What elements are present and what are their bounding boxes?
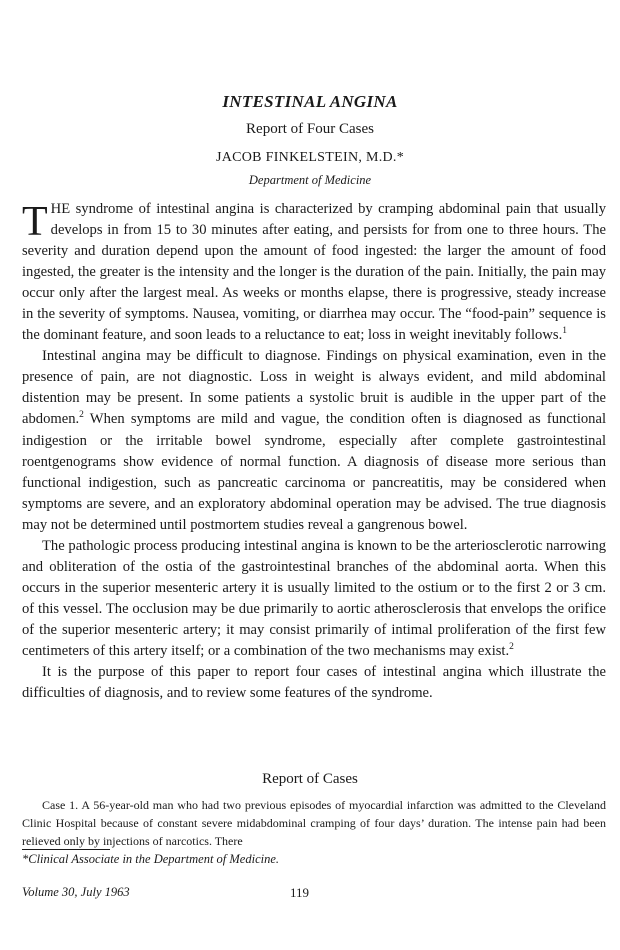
paragraph-text: Intestinal angina may be difficult to diagnose. Findings on physical examination, even in the presence of pain, are not diagnostic. Loss in weight is always evident, and mild abdominal distention may be present. In some patients a systolic bruit is audible in the upper part of the abdomen. xyxy=(22,348,606,428)
author-name: JACOB FINKELSTEIN, M.D.* xyxy=(215,150,405,165)
author-department: Department of Medicine xyxy=(248,173,372,187)
case-1-text: Case 1. A 56-year-old man who had two previous episodes of myocardial infarction was admitted to the Cleveland Clinic Hospital because of constant severe midabdominal cramping of four days’ duration. The intense pain had been relieved only by injections of narcotics. There xyxy=(22,798,606,848)
paragraph-intro xyxy=(22,199,606,346)
drop-cap: T xyxy=(22,199,48,245)
paragraph-pathology xyxy=(22,536,606,662)
article-title: INTESTINAL ANGINA xyxy=(222,92,398,111)
footnote: *Clinical Associate in the Department of Medicine. xyxy=(22,852,280,866)
paragraph-text: The pathologic process producing intestinal angina is known to be the arteriosclerotic narrowing and obliteration of the ostia of the gastrointestinal branches of the abdominal aorta. When this occurs in the superior mesenteric artery it is usually limited to the ostium or to the first 2 or 3 cm. of this vessel. The occlusion may be due primarily to aortic atherosclerosis that envelops the orifice of the superior mesenteric artery; it may consist primarily of intimal proliferation of the first few centimeters of this artery itself; or a combination of the two mechanisms may exist. xyxy=(22,537,606,659)
page-number: 119 xyxy=(290,885,310,900)
article-body xyxy=(22,199,606,704)
paragraph-purpose xyxy=(22,662,606,704)
section-heading: Report of Cases xyxy=(262,771,358,787)
article-subtitle: Report of Four Cases xyxy=(246,121,374,137)
citation-superscript: 1 xyxy=(562,326,567,337)
citation-superscript: 2 xyxy=(79,410,84,421)
paragraph-diagnosis xyxy=(22,346,606,535)
paragraph-text: When symptoms are mild and vague, the condition often is diagnosed as functional indigestion or the irritable bowel syndrome, especially after complete gastrointestinal roentgenograms show evidence of normal function. A diagnosis of disease more serious than functional indigestion, such as pancreatic carcinoma or pancreatitis, may be considered when symptoms are severe, and an exploratory abdominal operation may be advised. The true diagnosis may not be determined until postmortem studies reveal a gangrenous bowel. xyxy=(22,411,606,533)
footer-volume: Volume 30, July 1963 xyxy=(22,885,130,899)
footnote-divider xyxy=(22,849,110,850)
paragraph-text: HE syndrome of intestinal angina is characterized by cramping abdominal pain that usually develops in from 15 to 30 minutes after eating, and persists for from one to three hours. The severity and duration depend upon the amount of food ingested: the larger the amount of food ingested, the greater is the intensity and the longer is the duration of the pain. Initially, the pain may occur only after the largest meal. As weeks or months elapse, there is progressive, steady increase in the severity of symptoms. Nausea, vomiting, or diarrhea may occur. The “food-pain” sequence is the dominant feature, and soon leads to a reluctance to eat; loss in weight inevitably follows. xyxy=(22,201,606,344)
paragraph-text: It is the purpose of this paper to report four cases of intestinal angina which illustrate the difficulties of diagnosis, and to review some features of the syndrome. xyxy=(22,664,606,702)
citation-superscript: 2 xyxy=(509,642,514,653)
